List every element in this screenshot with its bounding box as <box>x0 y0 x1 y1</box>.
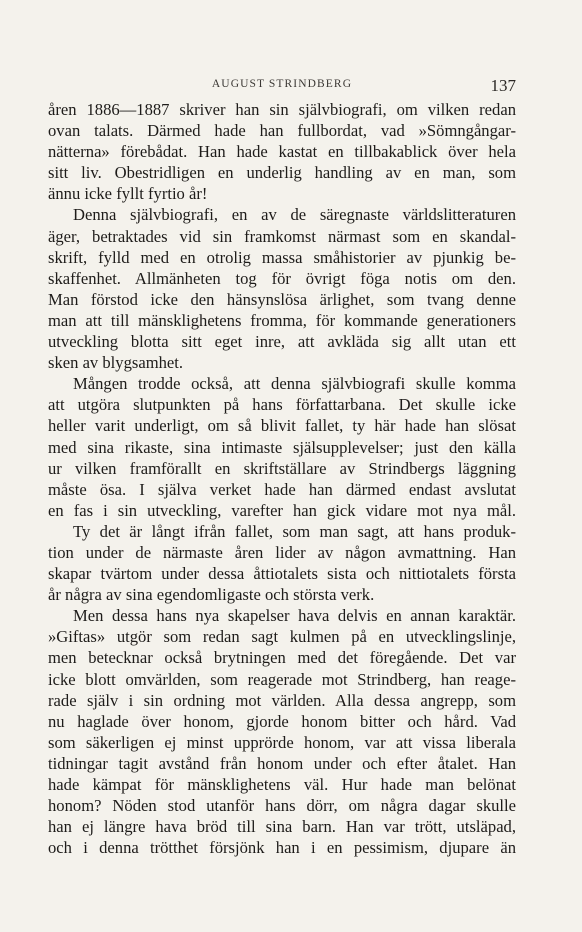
page-number: 137 <box>490 76 516 95</box>
text-line: icke blott omvärlden, som reagerade mot Strindberg, han reage- <box>48 669 516 689</box>
text-line: utveckling blotta sitt eget inre, att avkläda sig allt utan ett <box>48 332 516 352</box>
text-line: nätterna» förebådat. Han hade kastat en tillbakablick över hela <box>48 142 516 162</box>
text-line: ännu icke fyllt fyrtio år! <box>48 184 208 204</box>
text-line: måste ösa. I själva verket hade han därmed endast avslutat <box>48 479 516 499</box>
text-line: Mången trodde också, att denna självbiografi skulle komma <box>73 374 516 394</box>
text-line: ur vilken framförallt en skriftställare av Strindbergs läggning <box>48 458 516 478</box>
text-line: tidningar tagit avstånd från honom under och efter åtalet. Han <box>48 753 516 773</box>
text-line: år några av sina egendomligaste och största verk. <box>48 585 375 605</box>
text-line: men betecknar också brytningen med det föregående. Det var <box>48 648 516 668</box>
text-line: skapar tvärtom under dessa åttiotalets sista och nittiotalets första <box>48 564 516 584</box>
body-text <box>48 99 516 858</box>
text-line: rade själv i sin ordning mot världen. Alla dessa angrepp, som <box>48 690 516 710</box>
text-line: Men dessa hans nya skapelser hava delvis en annan karaktär. <box>73 606 516 626</box>
text-line: Man förstod icke den hänsynslösa ärlighet, som tvang denne <box>48 289 516 309</box>
text-line: tion under de närmaste åren lider av någon avmattning. Han <box>48 542 516 562</box>
text-line: med sina rikaste, sina intimaste själsupplevelser; just den källa <box>48 437 516 457</box>
running-head <box>48 77 516 95</box>
text-line: Denna självbiografi, en av de säregnaste världslitteraturen <box>73 205 516 225</box>
text-line: ovan talats. Därmed hade han fullbordat, vad »Sömngångar- <box>48 121 516 141</box>
text-line: »Giftas» utgör som redan sagt kulmen på en utvecklingslinje, <box>48 627 516 647</box>
running-title: AUGUST STRINDBERG <box>211 78 353 90</box>
text-line: och i denna trötthet försjönk han i en pessimism, djupare än <box>48 838 516 858</box>
text-line: nu haglade över honom, gjorde honom bitter och hård. Vad <box>48 711 516 731</box>
text-line: åren 1886—1887 skriver han sin självbiografi, om vilken redan <box>48 100 516 119</box>
text-line: honom? Nöden stod utanför hans dörr, om några dagar skulle <box>48 796 516 816</box>
text-line: man att till mänsklighetens fromma, för kommande generationers <box>48 310 516 330</box>
text-line: heller varit underligt, om så blivit fallet, ty här hade han slösat <box>48 416 516 436</box>
text-line: äger, betraktades vid sin framkomst närmast som en skandal- <box>48 226 516 246</box>
text-line: skrift, fylld med en otrolig massa småhistorier av pjunkig be- <box>48 247 516 267</box>
text-line: att utgöra slutpunkten på hans författarbana. Det skulle icke <box>48 395 516 415</box>
text-line: en fas i sin utveckling, varefter han gick vidare mot nya mål. <box>48 500 516 520</box>
text-line: sitt liv. Obestridligen en underlig handling av en man, som <box>48 163 516 183</box>
text-line: sken av blygsamhet. <box>48 353 184 373</box>
text-line: han ej längre hava bröd till sina barn. Han var trött, utsläpad, <box>48 817 516 837</box>
text-line: hade kämpat för mänsklighetens väl. Hur hade man belönat <box>48 775 516 794</box>
text-line: Ty det är långt ifrån fallet, som man sagt, att hans produk- <box>73 521 516 541</box>
text-line: som säkerligen ej minst upprörde honom, var att vissa liberala <box>48 732 516 752</box>
text-line: skaffenhet. Allmänheten tog för övrigt föga notis om den. <box>48 268 516 288</box>
